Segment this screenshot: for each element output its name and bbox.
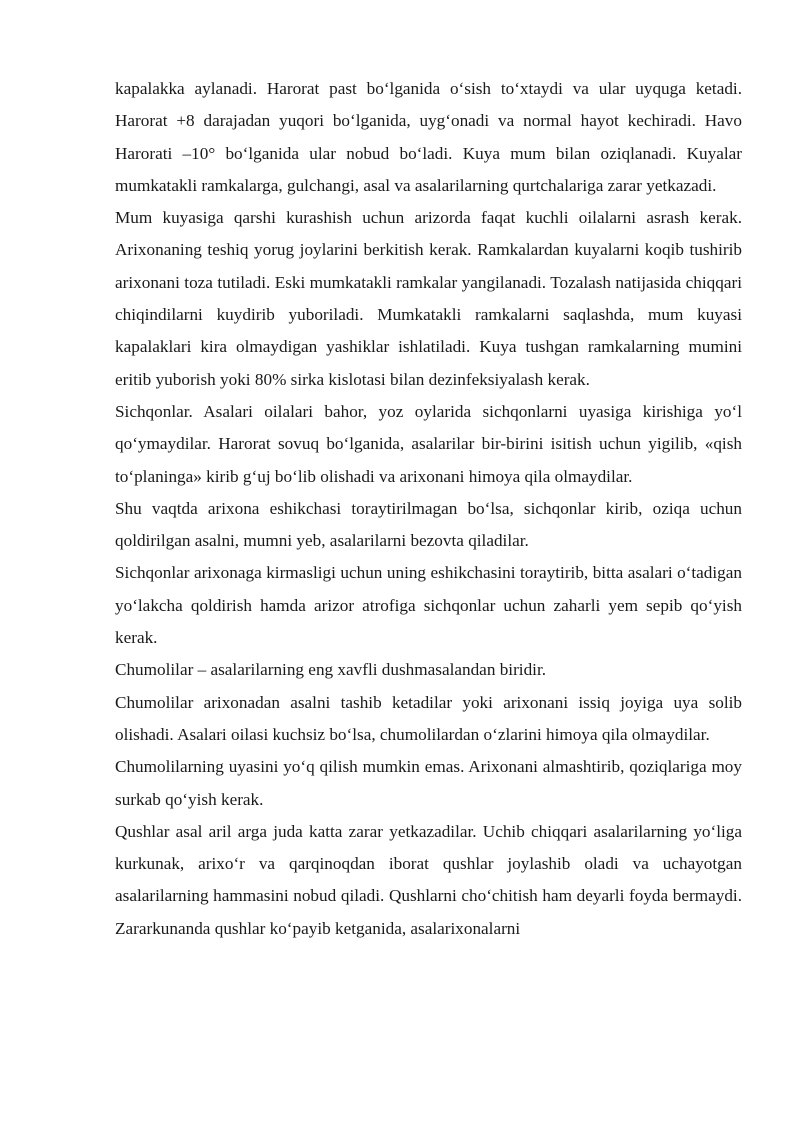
- paragraph-birds: Qushlar asal aril arga juda katta zarar yetkazadilar. Uchib chiqqari asalarilarning yo‘liga kurkunak, arixo‘r va qarqinoqdan iborat qushlar joylashib oladi va uchayotgan asalarilarning hammasini nobud qiladi. Qushlarni cho‘chitish ham deyarli foyda bermaydi. Zararkunanda qushlar ko‘payib ketganida, asalarixonalarni: [115, 821, 742, 938]
- paragraph-moth-control: Mum kuyasiga qarshi kurashish uchun arizorda faqat kuchli oilalarni asrash kerak. Arixonaning teshiq yorug joylarini berkitish kerak. Ramkalardan kuyalarni koqib tushirib arixonani toza tutiladi. Eski mumkatakli ramkalar yangilanadi. Tozalash natijasida chiqqari chiqindilarni kuydirib yuboriladi. Mumkatakli ramkalarni saqlashda, mum kuyasi kapalaklari kira olmaydigan yashiklar ishlatiladi. Kuya tushgan ramkalarning mumini eritib yuborish yoki 80% sirka kislotasi bilan dezinfeksiyalash kerak.: [115, 208, 742, 389]
- paragraph-mice-control: Sichqonlar arixonaga kirmasligi uchun uning eshikchasini toraytirib, bitta asalari o‘tadigan yo‘lakcha qoldirish hamda arizor atrofiga sichqonlar uchun zaharli yem sepib qo‘yish kerak.: [115, 563, 742, 648]
- paragraph-ants-intro: Chumolilar – asalarilarning eng xavfli dushmasalandan biridir.: [115, 660, 547, 680]
- paragraph-mice-intro: Sichqonlar. Asalari oilalari bahor, yoz oylarida sichqonlarni uyasiga kirishiga yo‘l qo‘ymaydilar. Harorat sovuq bo‘lganida, asalarilar bir-birini isitish uchun yigilib, «qish to‘planinga» kirib g‘uj bo‘lib olishadi va arixonani himoya qila olmaydilar.: [115, 401, 742, 486]
- paragraph-ants-control: Chumolilarning uyasini yo‘q qilish mumkin emas. Arixonani almashtirib, qoziqlariga moy surkab qo‘yish kerak.: [115, 757, 742, 809]
- paragraph-ants-damage: Chumolilar arixonadan asalni tashib ketadilar yoki arixonani issiq joyiga uya solib olishadi. Asalari oilasi kuchsiz bo‘lsa, chumolilardan o‘zlarini himoya qila olmaydilar.: [115, 692, 742, 744]
- paragraph-mice-damage: Shu vaqtda arixona eshikchasi toraytirilmagan bo‘lsa, sichqonlar kirib, oziqa uchun qoldirilgan asalni, mumni yeb, asalarilarni bezovta qiladilar.: [115, 498, 742, 551]
- document-body: [115, 73, 742, 945]
- paragraph-moth-lifecycle: kapalakka aylanadi. Harorat past bo‘lganida o‘sish to‘xtaydi va ular uyquga ketadi. Harorat +8 darajadan yuqori bo‘lganida, uyg‘onadi va normal hayot kechiradi. Havo Harorati –10° bo‘lganida ular nobud bo‘ladi. Kuya mum bilan oziqlanadi. Kuyalar mumkatakli ramkalarga, gulchangi, asal va asalarilarning qurtchalariga zarar yetkazadi.: [115, 79, 742, 195]
